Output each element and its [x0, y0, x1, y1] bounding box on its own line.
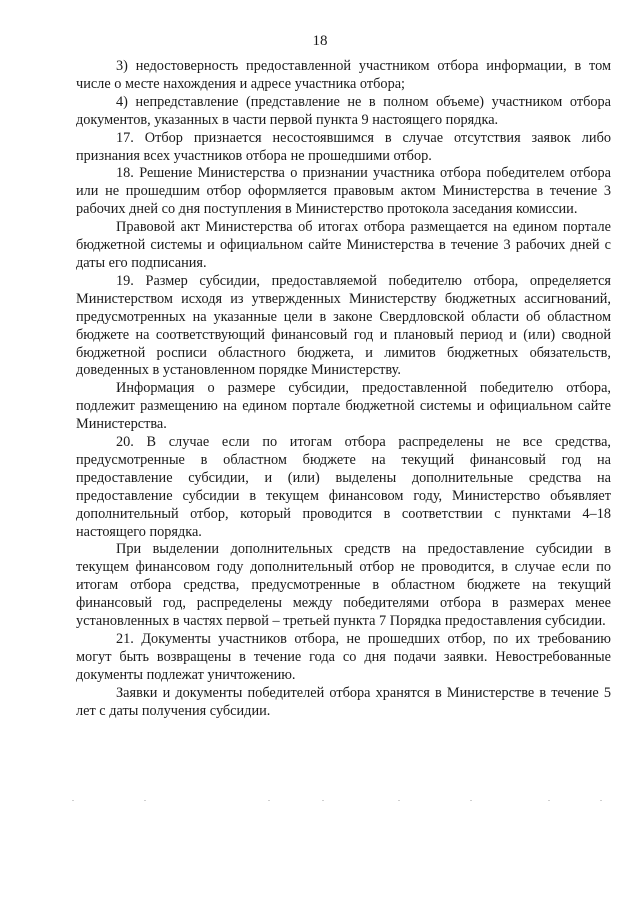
document-body — [76, 58, 611, 721]
scan-dot — [548, 800, 550, 801]
scan-footer-marks — [0, 800, 640, 810]
scan-dot — [322, 800, 324, 801]
paragraph-storage: Заявки и документы победителей отбора хранятся в Министерстве в течение 5 лет с даты получения субсидии. — [76, 684, 611, 719]
paragraph-subsidy-info: Информация о размере субсидии, предоставленной победителю отбора, подлежит размещению на едином портале бюджетной системы и официальном сайте Министерства. — [76, 380, 611, 433]
paragraph-clause-17: 17. Отбор признается несостоявшимся в случае отсутствия заявок либо признания всех участников отбора не прошедшими отбор. — [76, 129, 611, 164]
scan-dot — [72, 800, 74, 801]
page-number: 18 — [312, 33, 328, 49]
scan-dot — [144, 800, 146, 801]
paragraph-clause-18: 18. Решение Министерства о признании участника отбора победителем отбора или не прошедшим отбор оформляется правовым актом Министерства в течение 3 рабочих дней со дня поступления в Министерство протокола заседания комиссии. — [76, 165, 611, 218]
paragraph-clause-21: 21. Документы участников отбора, не прошедших отбор, по их требованию могут быть возвращены в течение года со дня подачи заявки. Невостребованные документы подлежат уничтожению. — [76, 631, 611, 683]
paragraph-item-3: 3) недостоверность предоставленной участником отбора информации, в том числе о месте нахождения и адресе участника отбора; — [76, 58, 611, 92]
paragraph-legal-act: Правовой акт Министерства об итогах отбора размещается на едином портале бюджетной системы и официальном сайте Министерства в течение 3 рабочих дней с даты его подписания. — [76, 219, 611, 271]
scan-dot — [470, 800, 472, 801]
scan-dot — [600, 800, 602, 801]
paragraph-item-4: 4) непредставление (представление не в полном объеме) участником отбора документов, указанных в части первой пункта 9 настоящего порядка. — [76, 93, 611, 128]
scan-dot — [398, 800, 400, 801]
paragraph-clause-19: 19. Размер субсидии, предоставляемой победителю отбора, определяется Министерством исходя из утвержденных Министерству бюджетных ассигнований, предусмотренных на указанные цели в законе Свердловской области об областном бюджете на соответствующий финансовый год и плановый период и (или) сводной бюджетной росписи областного бюджета, и лимитов бюджетных обязательств, доведенных в установленном порядке Министерству. — [76, 272, 611, 379]
scan-dot — [268, 800, 270, 801]
paragraph-additional-funds: При выделении дополнительных средств на предоставление субсидии в текущем финансовом году дополнительный отбор не проводится, в случае если по итогам отбора средства, предусмотренные в областном бюджете на текущий финансовый год, распределены между победителями отбора в размерах менее установленных в частях первой – третьей пункта 7 Порядка предоставления субсидии. — [76, 541, 611, 630]
paragraph-clause-20: 20. В случае если по итогам отбора распределены не все средства, предусмотренные в областном бюджете на текущий финансовый год на предоставление субсидии, и (или) выделены дополнительные средства на предоставление субсидии в текущем финансовом году, Министерство объявляет дополнительный отбор, который проводится в соответствии с пунктами 4–18 настоящего порядка. — [76, 434, 611, 540]
